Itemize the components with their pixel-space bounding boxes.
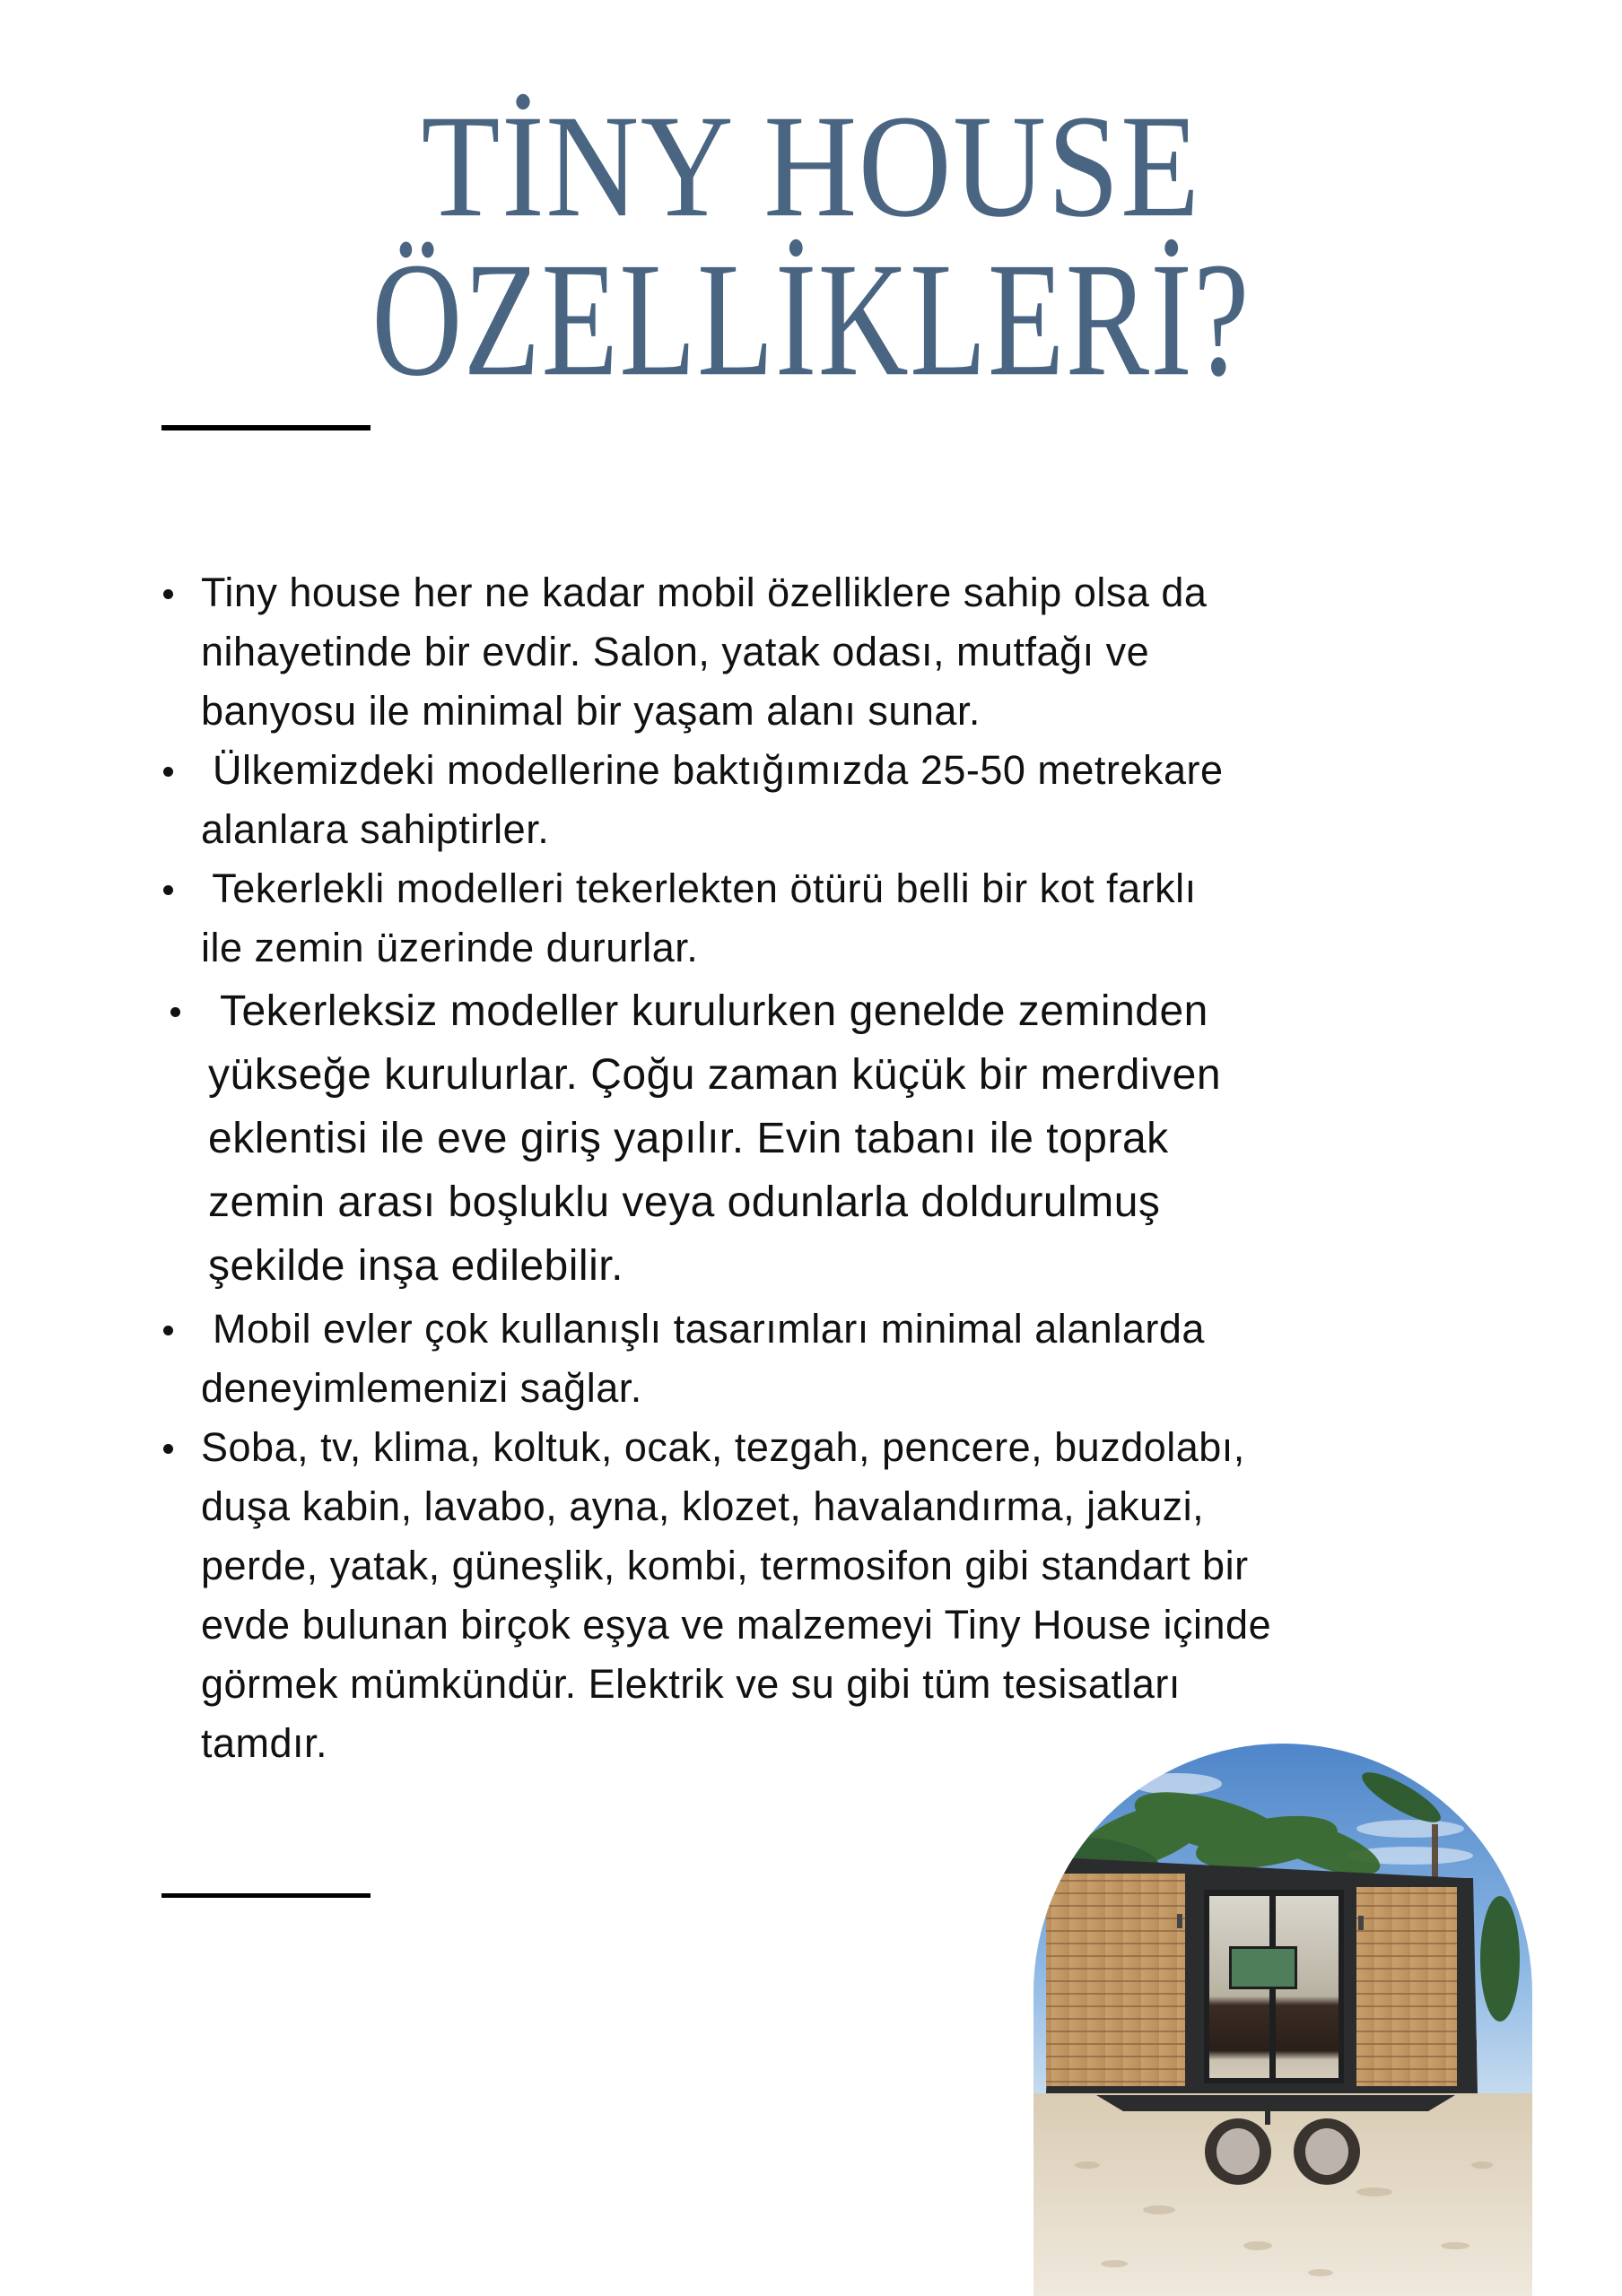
- bullet-icon: [163, 589, 173, 599]
- list-item-line: zemin arası boşluklu veya odunlarla doldurulmuş: [208, 1178, 1161, 1226]
- bullet-icon: [163, 1444, 173, 1454]
- list-item-line: alanlara sahiptirler.: [201, 806, 550, 852]
- tiny-house-photo: [1033, 1744, 1532, 2296]
- list-item-line: Tekerleksiz modeller kurulurken genelde zeminden: [208, 987, 1208, 1035]
- list-item-line: yükseğe kurulurlar. Çoğu zaman küçük bir merdiven: [208, 1051, 1222, 1099]
- bullet-icon: [170, 1007, 180, 1017]
- list-item: [161, 563, 1534, 741]
- list-item: [161, 859, 1534, 978]
- list-item-line: eklentisi ile eve giriş yapılır. Evin tabanı ile toprak: [208, 1115, 1169, 1162]
- list-item-line: Soba, tv, klima, koltuk, ocak, tezgah, pencere, buzdolabı,: [201, 1424, 1245, 1470]
- divider-top: [161, 425, 371, 430]
- title-line-1: TİNY HOUSE: [421, 84, 1201, 248]
- list-item-line: deneyimlemenizi sağlar.: [201, 1365, 642, 1411]
- title-line-2: ÖZELLİKLERİ?: [371, 228, 1251, 410]
- list-item-line: nihayetinde bir evdir. Salon, yatak odası, mutfağı ve: [201, 629, 1150, 674]
- list-item-line: görmek mümkündür. Elektrik ve su gibi tüm tesisatları: [201, 1661, 1181, 1707]
- list-item-line: şekilde inşa edilebilir.: [208, 1242, 624, 1290]
- divider-bottom: [161, 1893, 371, 1898]
- bullet-icon: [163, 767, 173, 777]
- list-item-line: evde bulunan birçok eşya ve malzemeyi Tiny House içinde: [201, 1602, 1272, 1648]
- bullet-icon: [163, 885, 173, 895]
- list-item: [161, 741, 1534, 859]
- list-item-line: duşa kabin, lavabo, ayna, klozet, havalandırma, jakuzi,: [201, 1483, 1205, 1529]
- list-item: [161, 979, 1534, 1298]
- list-item: [161, 1418, 1534, 1773]
- feature-list: [161, 563, 1534, 1773]
- list-item-line: ile zemin üzerinde dururlar.: [201, 925, 699, 970]
- bullet-icon: [163, 1326, 173, 1335]
- tiny-house: [1046, 1857, 1478, 2125]
- list-item: [161, 1300, 1534, 1418]
- list-item-line: perde, yatak, güneşlik, kombi, termosifon gibi standart bir: [201, 1543, 1249, 1588]
- list-item-line: Mobil evler çok kullanışlı tasarımları minimal alanlarda: [201, 1306, 1205, 1352]
- list-item-line: Tiny house her ne kadar mobil özelliklere sahip olsa da: [201, 570, 1208, 615]
- list-item-line: Tekerlekli modelleri tekerlekten ötürü belli bir kot farklı: [201, 865, 1197, 911]
- tiny-house-illustration: [1033, 1744, 1532, 2296]
- list-item-line: Ülkemizdeki modellerine baktığımızda 25-50 metrekare: [201, 747, 1224, 793]
- list-item-line: tamdır.: [201, 1720, 328, 1766]
- list-item-line: banyosu ile minimal bir yaşam alanı sunar.: [201, 688, 981, 734]
